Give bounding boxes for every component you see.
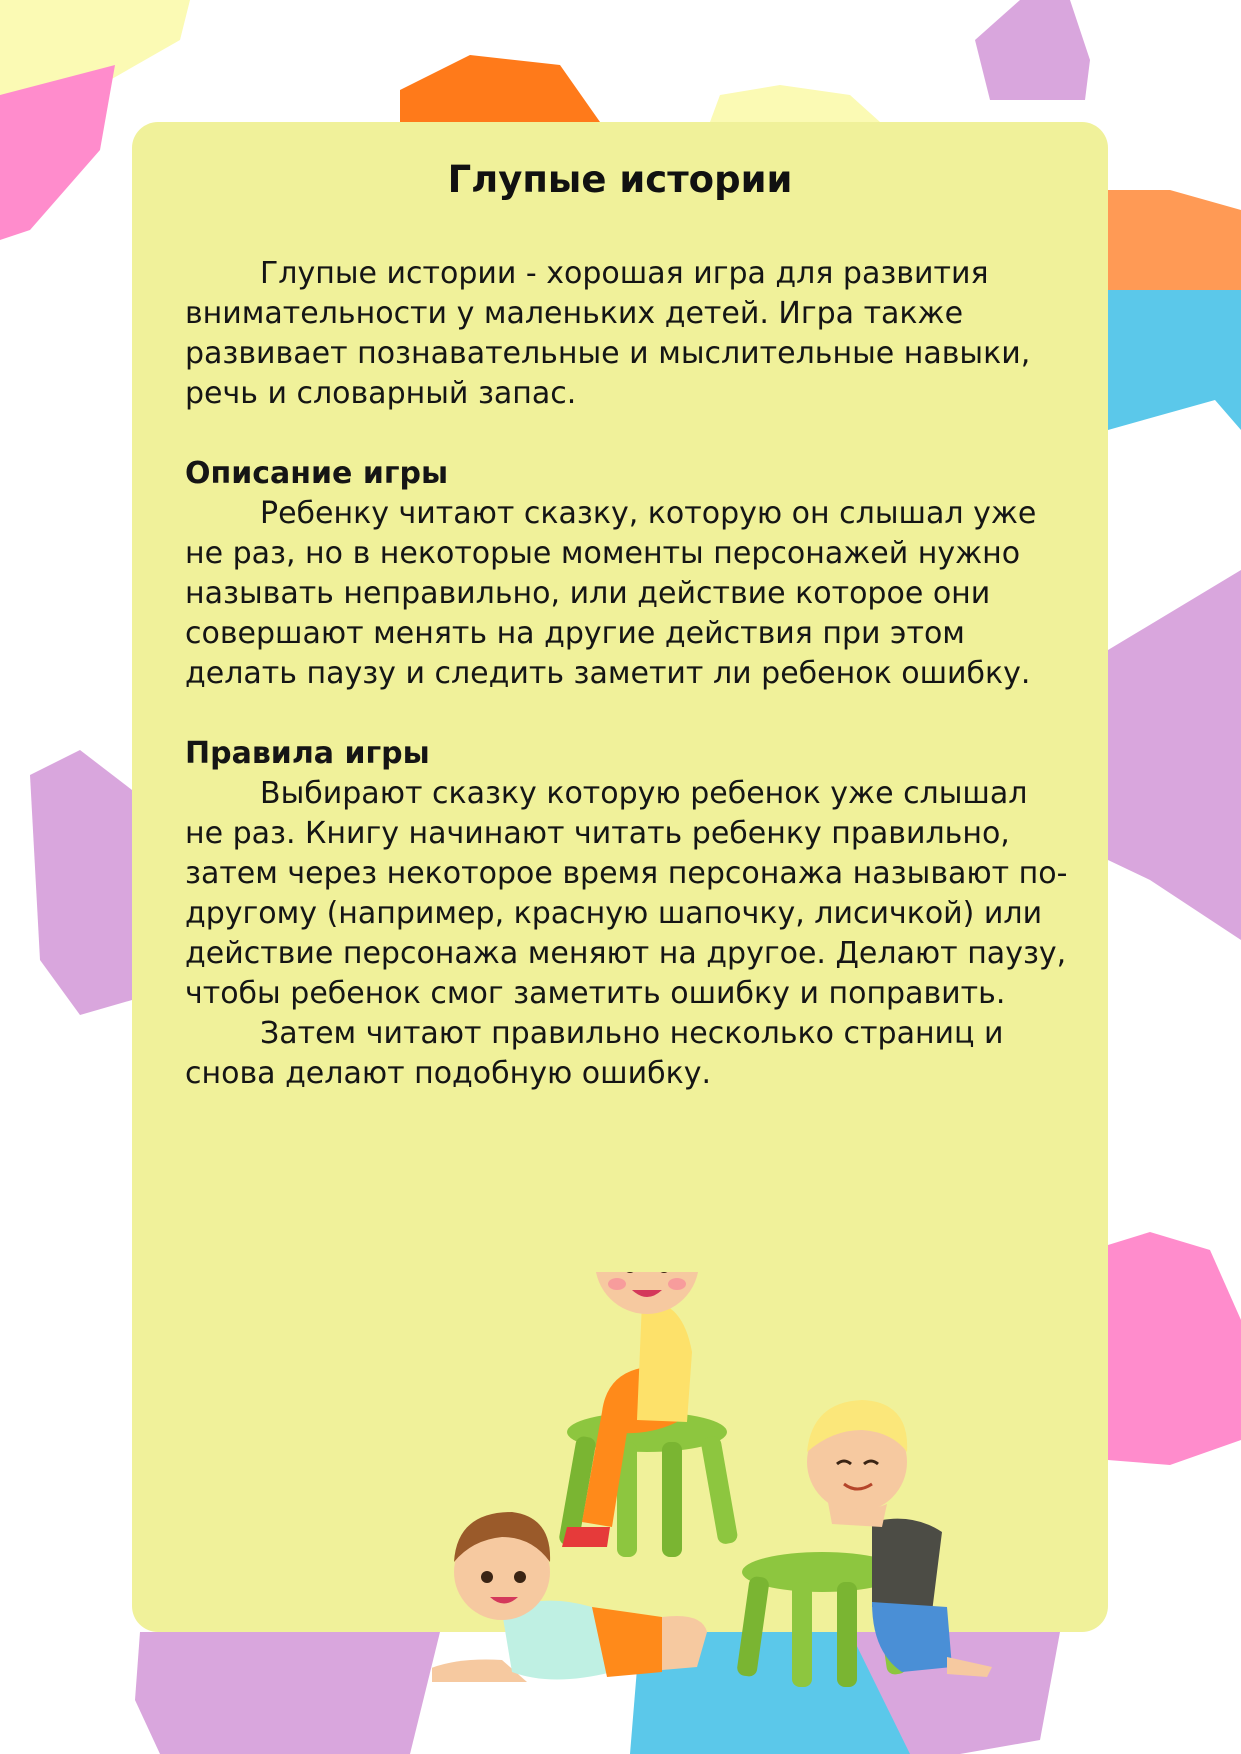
- children-illustration: [432, 1272, 1072, 1712]
- section-heading-description: Описание игры: [185, 456, 449, 491]
- rules-paragraph-2: Затем читают правильно несколько страниц и снова делают подобную ошибку.: [185, 1016, 1004, 1091]
- article-body: [185, 254, 1070, 1094]
- orange-blob-top: [400, 55, 600, 122]
- description-paragraph: Ребенку читают сказку, которую он слышал уже не раз, но в некоторые моменты персонажей нужно называть неправильно, или действие которое они совершают менять на другие действия при этом делать паузу и следить заметит ли ребенок ошибку.: [185, 496, 1037, 691]
- pink-blob-top-left: [0, 65, 115, 240]
- yellow-blob-top: [710, 85, 880, 122]
- game-card: [132, 122, 1108, 1632]
- intro-paragraph: Глупые истории - хорошая игра для развития внимательности у маленьких детей. Игра также развивает познавательные и мыслительные навыки, речь и словарный запас.: [185, 256, 1031, 411]
- blond-boy-kneeling: [807, 1400, 992, 1677]
- light-orange-blob-right: [1108, 190, 1241, 300]
- section-heading-rules: Правила игры: [185, 736, 430, 771]
- pink-blob-right-bottom: [1108, 1232, 1241, 1465]
- purple-blob-top-right: [975, 0, 1090, 100]
- purple-blob-right-middle: [1108, 570, 1241, 940]
- purple-blob-bottom-left: [135, 1632, 440, 1754]
- page-title: Глупые истории: [447, 158, 793, 201]
- purple-blob-left: [30, 750, 132, 1015]
- blue-blob-right: [1108, 290, 1241, 430]
- rules-paragraph-1: Выбирают сказку которую ребенок уже слышал не раз. Книгу начинают читать ребенку правильно, затем через некоторое время персонажа называют по-другому (например, красную шапочку, лисичкой) или действие персонажа меняют на другое. Делают паузу, чтобы ребенок смог заметить ошибку и поправить.: [185, 776, 1068, 1011]
